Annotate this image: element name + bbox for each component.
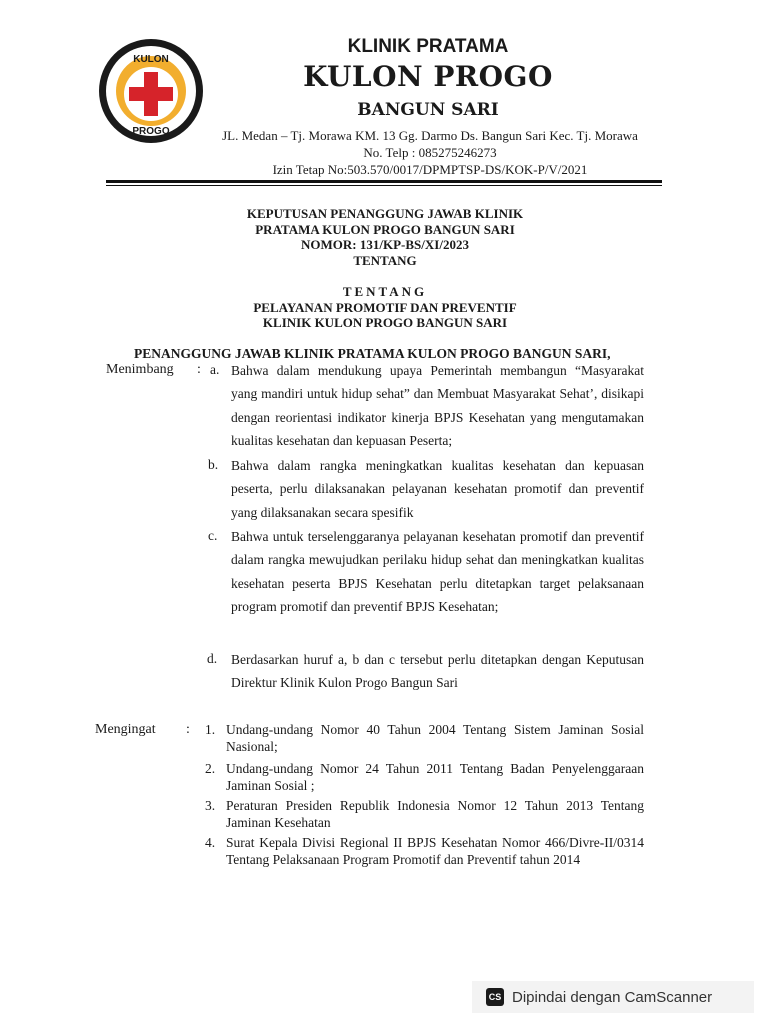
list-marker: 2.	[205, 761, 216, 776]
camscanner-watermark	[472, 981, 754, 1013]
logo-text-top: KULON	[133, 54, 169, 65]
list-marker: a.	[210, 362, 220, 377]
menimbang-label: Menimbang	[106, 362, 174, 377]
list-item: Bahwa dalam rangka meningkatkan kualitas kesehatan dan kepuasan peserta, perlu dilaksanakan pelayanan kesehatan promotif dan preventif yang dilaksanakan secara spesifik	[231, 458, 644, 520]
authority-heading: PENANGGUNG JAWAB KLINIK PRATAMA KULON PROGO BANGUN SARI,	[134, 346, 611, 361]
clinic-logo	[96, 36, 206, 146]
title-line: KLINIK KULON PROGO BANGUN SARI	[262, 315, 508, 330]
watermark-text: Dipindai dengan CamScanner	[512, 988, 713, 1006]
list-item: Bahwa dalam mendukung upaya Pemerintah membangun “Masyarakat yang mandiri untuk hidup sehat” dan Membuat Masyarakat Sehat’, disikapi dengan reorientasi indikator kinerja BPJS Kesehatan yang mengutamakan kualitas kesehatan dan kepuasan Peserta;	[231, 363, 644, 449]
phone-line: No. Telp : 085275246273	[363, 145, 497, 160]
permit-line: Izin Tetap No:503.570/0017/DPMPTSP-DS/KOK-P/V/2021	[272, 162, 588, 177]
list-marker: 3.	[205, 798, 216, 813]
title-line: TENTANG	[353, 252, 417, 268]
decree-number: NOMOR: 131/KP-BS/XI/2023	[301, 237, 469, 252]
list-marker: c.	[208, 528, 218, 543]
camscanner-icon: CS	[486, 988, 504, 1006]
clinic-logo-graphic	[96, 36, 206, 146]
header-rule	[106, 180, 662, 183]
list-item: Peraturan Presiden Republik Indonesia Nomor 12 Tahun 2013 Tentang Jaminan Kesehatan	[226, 798, 644, 830]
menimbang-colon: :	[197, 362, 201, 377]
list-item: Bahwa untuk terselenggaranya pelayanan kesehatan promotif dan preventif dalam rangka mewujudkan perilaku hidup sehat dan meningkatkan kualitas kesehatan peserta BPJS Kesehatan perlu ditetapkan target pelaksanaan program promotif dan preventif BPJS Kesehatan;	[231, 529, 644, 615]
title-line: PELAYANAN PROMOTIF DAN PREVENTIF	[253, 299, 517, 315]
list-item: Berdasarkan huruf a, b dan c tersebut perlu ditetapkan dengan Keputusan Direktur Klinik Kulon Progo Bangun Sari	[231, 652, 644, 691]
clinic-address	[210, 127, 650, 178]
list-item: Undang-undang Nomor 40 Tahun 2004 Tentang Sistem Jaminan Sosial Nasional;	[226, 722, 644, 754]
title-line: PRATAMA KULON PROGO BANGUN SARI	[255, 221, 515, 237]
title-line: TENTANG	[342, 284, 428, 299]
clinic-name: KULON PROGO	[303, 60, 553, 93]
address-line: JL. Medan – Tj. Morawa KM. 13 Gg. Darmo Ds. Bangun Sari Kec. Tj. Morawa	[222, 128, 638, 143]
list-marker: 4.	[205, 835, 216, 850]
decree-subject	[100, 284, 670, 331]
title-line: KEPUTUSAN PENANGGUNG JAWAB KLINIK	[246, 206, 524, 221]
list-item: Undang-undang Nomor 24 Tahun 2011 Tentang Badan Penyelenggaraan Jaminan Sosial ;	[226, 761, 644, 793]
list-item: Surat Kepala Divisi Regional II BPJS Kesehatan Nomor 466/Divre-II/0314 Tentang Pelaksanaan Program Promotif dan Preventif tahun 2014	[226, 835, 644, 867]
clinic-sub: BANGUN SARI	[357, 100, 499, 120]
list-marker: 1.	[205, 722, 216, 737]
list-marker: b.	[208, 457, 219, 472]
list-marker: d.	[207, 651, 218, 666]
header-rule-thin	[106, 185, 662, 186]
clinic-type: KLINIK PRATAMA	[347, 36, 509, 57]
mengingat-colon: :	[186, 722, 190, 737]
logo-text-bottom: PROGO	[132, 126, 170, 137]
mengingat-label: Mengingat	[95, 722, 156, 737]
decree-title	[100, 206, 670, 268]
